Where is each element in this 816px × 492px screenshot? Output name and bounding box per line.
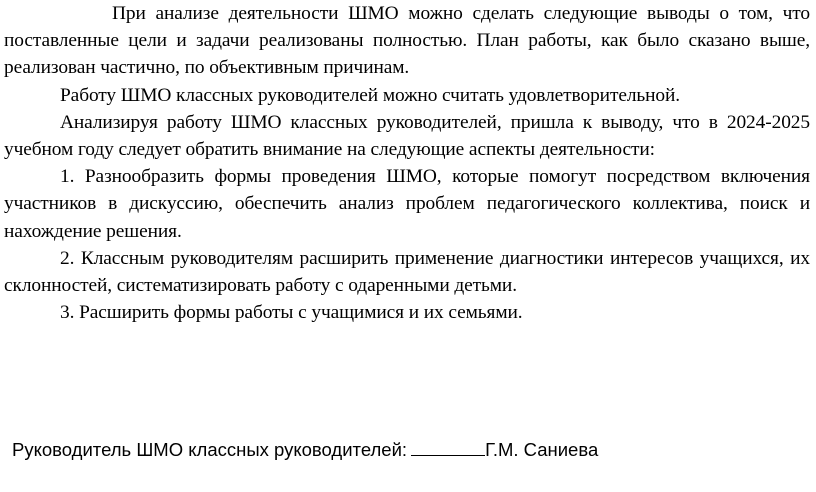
signature-blank-underline bbox=[411, 439, 485, 456]
document-body bbox=[4, 0, 810, 326]
paragraph-analysis-focus: Анализируя работу ШМО классных руководителей, пришла к выводу, что в 2024-2025 учебном году следует обратить внимание на следующие аспекты деятельности: bbox=[4, 111, 810, 161]
list-item-3: 3. Расширить формы работы с учащимися и их семьями. bbox=[60, 302, 523, 324]
list-item-1: 1. Разнообразить формы проведения ШМО, которые помогут посредством включения участников в дискуссию, обеспечить анализ проблем педагогического коллектива, поиск и нахождение решения. bbox=[4, 166, 810, 242]
paragraph-assessment: Работу ШМО классных руководителей можно считать удовлетворительной. bbox=[60, 84, 681, 106]
signature-name: Г.М. Саниева bbox=[485, 439, 599, 460]
paragraph-conclusions-intro: При анализе деятельности ШМО можно сделать следующие выводы о том, что поставленные цели и задачи реализованы полностью. План работы, как было сказано выше, реализован частично, по объективным причинам. bbox=[4, 3, 810, 79]
signature-line bbox=[12, 438, 598, 462]
signature-role-label: Руководитель ШМО классных руководителей: bbox=[12, 439, 408, 460]
list-item-2: 2. Классным руководителям расширить применение диагностики интересов учащихся, их склонностей, систематизировать работу с одаренными детьми. bbox=[4, 247, 810, 297]
